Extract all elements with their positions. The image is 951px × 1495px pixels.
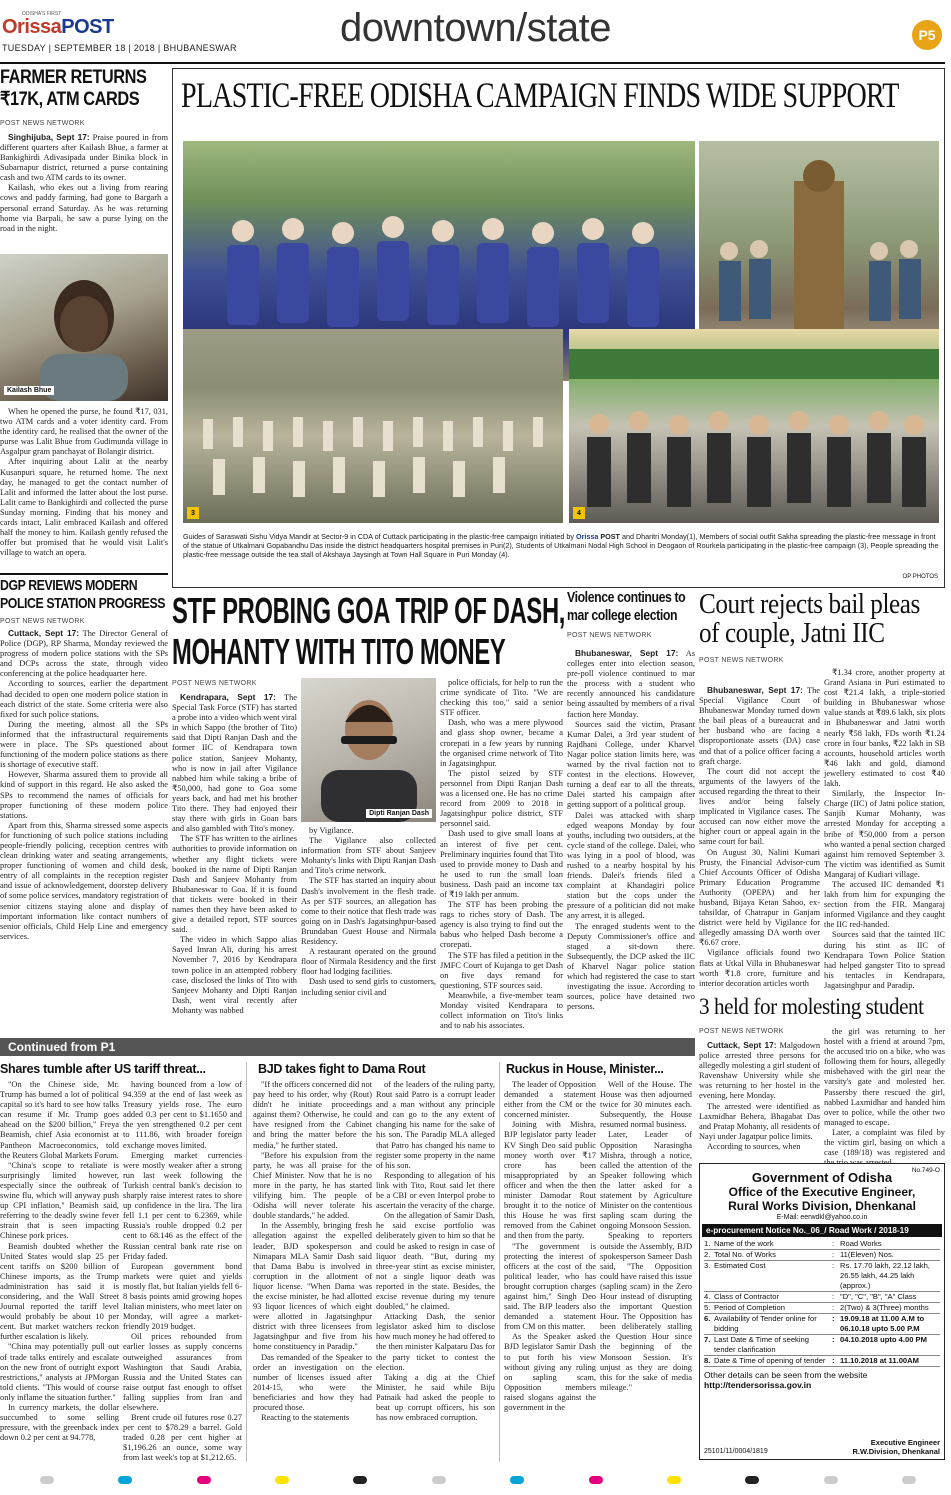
molest-col-2: [824, 1027, 945, 1159]
dgp-p4: However, Sharma assured them to provide all kind of support in this regard. He also asked the SPs to recommend the names of officials for proper functioning of these modern police stations.: [0, 770, 168, 820]
ad-row-value: Rs. 17.70 lakh, 22.12 lakh, 26.55 lakh, 44.25 lakh (approx.): [840, 1261, 930, 1290]
ad-row-key: Estimated Cost: [714, 1261, 766, 1270]
ad-row: 2. Total No. of Works : 11(Eleven) Nos.: [704, 1250, 940, 1261]
plastic-caption: [183, 532, 939, 568]
ad-row-num: 2.: [704, 1250, 711, 1259]
ruckus-c1b: Joining with Mishra, BJP legislator party leader KV Singh Deo said public money worth over ₹17 crore has been misappropriated by an officer and when the then minister Damodar Rout brought it to the notice of this House he was first removed from the Cabinet and then from the party.: [504, 1120, 596, 1241]
dateline: TUESDAY | SEPTEMBER 18 | 2018 | BHUBANESWAR: [2, 43, 237, 53]
molest-headline: 3 held for molesting student: [699, 994, 924, 1019]
molest-p5: Later, a complaint was filed by the victim girl, basing on which a case (189/18) was registered and: [824, 1127, 945, 1158]
farmer-headline-1: FARMER RETURNS: [0, 67, 147, 88]
stf-col2: by Vigilance.: [309, 826, 354, 835]
stf-col3b: Dash, who was a mere plywood and glass shop owner, became a crorepati in a few years by running the organised crime network of Tito in Jagatsinghpur.: [440, 718, 563, 768]
farmer-p2: Kailash, who ekes out a living from rearing cows and paddy farming, had gone to Bargarh a personal errand Saturday. As he was returning home via Barpali, he saw a purse lying on the road in the night.: [0, 183, 168, 233]
bjd-c1c: In the Assembly, bringing fresh allegation against the expelled leader, BJD spokesperson and Nimapara MLA Samir Dash said that Dama Babu is involved in corruption in the allotment of liquor license. "When Dama was the excise minister, he had allotted 93 liquor licences of which eight were allotted in Jagatsinghpur district with three licensees from Jagatsinghpur and five from his home constituency in Paradip.": [253, 1221, 372, 1352]
dgp-byline: POST NEWS NETWORK: [0, 617, 85, 625]
ruckus-col-1: [504, 1080, 596, 1460]
stf-col3c: The pistol seized by STF personnel from Dipti Ranjan Dash was a licensed one. He has no crime record from 2009 to 2018 in Jagatsinghpur police district, STF personnel said.: [440, 768, 563, 829]
stf-col1b: The STF has written to the airlines authorities to provide information on whether any flight tickets were booked in the name of Dipti Ranjan Dash and Sanjeev Mohanty from Bhubaneswar to Goa. If it is found that tickets were booked in their names then they have been asked to give a detailed report, STF sources said.: [172, 834, 297, 935]
ad-row-key: Total No. of Works: [714, 1250, 776, 1259]
page-number-badge: P5: [912, 20, 942, 50]
violence-p1: As colleges enter into election season, pre-poll violence continued to mar the process with a student who recently announced his candidature being assaulted by members of a rival faction here Monday.: [567, 649, 695, 719]
ad-title-3: Rural Works Division, Dhenkanal: [728, 1199, 916, 1213]
ad-signatory-division: R.W.Division, Dhenkanal: [852, 1447, 940, 1456]
shares-c2d: Oil prices rebounded from earlier losses as supply concerns outweighed assurances from Washington that Saudi Arabia, Russia and the United States can raise output fast enough to offset falling supplies from Iran and elsewhere.: [123, 1332, 242, 1412]
ruckus-col-2: [600, 1080, 692, 1460]
ad-row-value: 11(Eleven) Nos.: [840, 1250, 894, 1259]
stf-lead: Kendrapara, Sept 17:: [180, 692, 276, 702]
court-p2: The court did not accept the arguments of the lawyers of the accused regarding the threat to their lives and/or being falsely implicated in Vigilance cases. The accused can now either move the higher court or appeal again in the same court for bail.: [699, 766, 820, 847]
divider-shares-bjd: [246, 1062, 247, 1462]
stf-col2b: The Vigilance also collected information from STF about Sanjeev Mohanty's links with Dipti Ranjan Dash and Tito's crime network.: [301, 836, 436, 876]
molest-p4: the girl was returning to her hostel with a friend at around 7pm, the accused trio on a bike, who was following them for hours, allegedly misbehaved with the girl near the varsity's gate and molested her. Passersby there rescued the girl, nabbed Laxmidhar and handed him over to police, while the other two managed to escape.: [824, 1027, 945, 1127]
shares-c2c: European government bond markets were quiet and yields mostly flat, but Italian yields fell 6-8 basis points amid growing hopes Italian ministers, who meet later on Monday, will agree a market-friendly 2019 budget.: [123, 1261, 242, 1332]
ad-row-value: Road Works: [840, 1239, 882, 1248]
ad-reference: No.749-O: [911, 1167, 940, 1174]
stf-col-1: [172, 692, 297, 1032]
violence-story: [567, 590, 695, 639]
ad-row: 6. Availability of Tender online for bidding : 19.09.18 at 11.00 A.M to 06.10.18 upto 5.00 P.M: [704, 1314, 940, 1335]
molest-p1: Malgodown police arrested three persons for allegedly molesting a girl student of Ravenshaw University while she was returning to her hostel in the evening, here Monday.: [699, 1041, 821, 1101]
bjd-col-2: [376, 1080, 495, 1460]
bjd-col-1: [253, 1080, 372, 1460]
farmer-headline-2: ₹17K, ATM CARDS: [0, 88, 140, 110]
molest-col-1: [699, 1040, 820, 1158]
ruckus-c2b: Later, Leader of Opposition Narasingha Mishra, through a notice, called the attention of the Speaker following which the latter asked for a statement by Agriculture Minister on the contentious sapling scam during the ongoing Monsoon Session.: [600, 1130, 692, 1231]
ruckus-headline: Ruckus in House, Minister...: [506, 1062, 664, 1076]
dgp-headline-1: DGP REVIEWS MODERN: [0, 577, 138, 594]
masthead: [0, 0, 945, 62]
ad-website: http://tendersorissa.gov.in: [704, 1380, 812, 1390]
stf-byline: POST NEWS NETWORK: [172, 680, 257, 687]
ad-row-value: 11.10.2018 at 11.00AM: [840, 1356, 919, 1365]
print-registration-marks: [40, 1476, 920, 1488]
court-p7: The accused IIC demanded ₹1 lakh from him for expunging the section from the FIR. Mangaraj informed Vigilance and they caught the IIC red-handed.: [824, 879, 945, 930]
bjd-c2c: On the allegation of Samir Dash, he said excise portfolio was deliberately given to him so that he could be asked to resign in case of liquor death. "But, during my three-year stint as excise minister, not a single liquor death was reported in the state. Besides, the excise revenue during my tenure doubled," he claimed.: [376, 1211, 495, 1312]
ad-row-num: 5.: [704, 1303, 711, 1312]
ad-row-key: Date & Time of opening of tender: [714, 1356, 826, 1365]
dgp-p3: During the meeting, almost all the SPs informed that the infrastructural requirements were in place. The SPs questioned about functioning of the modern police stations as there is shortage of executive staff.: [0, 719, 168, 770]
ad-row-num: 3.: [704, 1261, 711, 1270]
stf-col1-text: The Special Task Force (STF) has started a probe into a video which went viral in which Sappo (the brother of Tito) said that Dipti Ranjan Dash and the former IIC of Kendrapara town police station, Sanjeev Mohanty, who is now in jail after Vigilance nabbed him while taking a bribe of ₹50,000, had gone to Goa some years back, and had met his brother Tito there. They had enjoyed their stay there with girls in Goan bars and also gambled with Tito's money.: [172, 693, 297, 834]
molest-p3: According to sources, when: [707, 1141, 801, 1151]
court-headline-1: Court rejects bail pleas: [699, 589, 920, 620]
shares-c1b: "China's scope to retaliate is surprisingly limited however, especially since the outbreak of swine flu, which will anyway push up CPI inflation," Beamish said, referring to the deadly swine fever strain that is seen impacting Chinese pork prices.: [0, 1160, 119, 1241]
caption-brand-post: POST: [600, 532, 620, 541]
ad-footer-left: 25101/11/0004/1819: [704, 1448, 768, 1455]
tender-advertisement: [699, 1163, 945, 1460]
molest-byline: POST NEWS NETWORK: [699, 1028, 784, 1035]
stf-story: [172, 590, 566, 672]
assembly-illustration: [183, 329, 563, 523]
dgp-headline-2: POLICE STATION PROGRESS: [0, 594, 166, 612]
stf-photo: [301, 678, 436, 822]
plastic-package: [172, 68, 945, 588]
ad-row: 8. Date & Time of opening of tender : 11.10.2018 at 11.00AM: [704, 1356, 940, 1367]
farmer-photo-caption: Kailash Bhue: [4, 386, 54, 395]
ad-row-key: Availability of Tender online for bidding: [714, 1314, 817, 1333]
stf-photo-caption: Dipti Ranjan Dash: [366, 809, 432, 818]
stf-col2d: A restaurant operated on the ground floor of Nirmala Residency and the first floor had lodging facilities.: [301, 947, 436, 977]
ruckus-c1: The leader of Opposition demanded a statement either from the CM or the concerned minister.: [504, 1080, 596, 1120]
violence-headline-2: mar college election: [567, 606, 678, 624]
plastic-caption-1: Guides of Saraswati Sishu Vidya Mandir at Sector-9 in CDA of Cuttack participating in the plastic-free campaign initiated by: [183, 532, 574, 541]
violence-headline-1: Violence continues to: [567, 589, 686, 606]
caption-brand: Orissa: [575, 532, 599, 541]
stf-col2e: Dash used to send girls to customers, including senior civil and: [301, 977, 436, 997]
continued-bar: Continued from P1: [0, 1038, 695, 1056]
ad-row-value: 2(Two) & 3(Three) months: [840, 1303, 929, 1312]
stf-col-3: [440, 678, 563, 1032]
farmer-p3: When he opened the purse, he found ₹17, 031, two ATM cards and a voter identity card. From the identity card, he realised that the owner of the purse was Lalit Bhue from Gudimunda village in Asgalpur gram panchayat of Bolangir district.: [0, 407, 168, 457]
ad-row: 7. Last Date & Time of seeking tender clarification : 04.10.2018 upto 4.00 PM: [704, 1335, 940, 1356]
ad-row-key: Class of Contractor: [714, 1292, 779, 1301]
ad-row-value: "D", "C", "B", "A" Class: [840, 1292, 917, 1301]
plastic-caption-2: and Dharitri Monday(1), Members of social outfit Sakha spreading the plastic-free message in front of the statue of Utkalmani Gopabandhu Das inside the district headquarters hospital premises in Puri(2), Students of Utkalmani Nodal High School in Deogaon of Rourkela participating in the plastic-free campaign (3), People spreading the plastic-free message outside the tea stall of Akshaya Jaysingh at Town Hall Square in Puri Monday (4).: [183, 532, 939, 559]
ad-row-value: 19.09.18 at 11.00 A.M to 06.10.18 upto 5.00 P.M: [840, 1314, 925, 1333]
bjd-c1: "If the officers concerned did not pay heed to his order, why (Rout) didn't he initiate proceedings against them? Otherwise, he could have resigned from the Cabinet and bring the matter before the media," he further stated.: [253, 1080, 372, 1150]
molest-lead: Cuttack, Sept 17:: [707, 1040, 777, 1050]
ad-row-num: 1.: [704, 1239, 711, 1248]
dgp-lead: Cuttack, Sept 17:: [8, 628, 80, 638]
bjd-c1b: "Before his expulsion from the party, he was all praise for the Chief Minister. Now that he is no more in the party, he has started vilifying him. The people of Odisha will never tolerate his double standards," he added.: [253, 1150, 372, 1221]
ad-row-num: 4.: [704, 1292, 711, 1301]
stf-col3g: Meanwhile, a five-member team Monday visited Kendrapara to collect information on Tito's links and to nab his associates.: [440, 990, 563, 1031]
farmer-p4: After inquiring about Lalit at the nearby Kusanpuri square, he returned home. The next day, he managed to get the contact number of Lalit and informed the latter about the lost purse. Lalit came to Bankighirdi and collected the purse Sunday morning. Finding that his money and cards intact, Lalit embraced Kailash and offered half the money to him. Kailash gently refused the offer but promised that he would visit Lalit's village to watch an opera.: [0, 457, 168, 558]
section-title: downtown/state: [340, 6, 611, 50]
bjd-headline: BJD takes fight to Dama Rout: [258, 1062, 426, 1076]
dgp-p2: According to sources, earlier the department had decided to open one modern police station in each district of the state. Some criteria were also fixed for such police stations.: [0, 679, 168, 719]
court-p4: Vigilance officials found two flats at Utkal Villa in Bhubaneswar worth ₹1.8 crore, furniture and interior decoration articles worth: [699, 948, 820, 988]
violence-p4: The enraged students went to the Deputy Commissioner's office and staged a sit-down there. Subsequently, the DCP asked the IIC of Kharvel Nagar police station which had registered the case to start investigating the issue. According to sources, police have detained two persons.: [567, 921, 695, 1012]
shares-col-1: [0, 1080, 119, 1460]
plastic-headline: PLASTIC-FREE ODISHA CAMPAIGN FINDS WIDE SUPPORT: [181, 75, 899, 115]
dgp-p5: Apart from this, Sharma stressed some aspects for functioning of such police stations including people-friendly policing, reception centres with clean drinking water and seating arrangements, proper functioning of women and child desk, entry of all complaints in the reception register and issue of acknowledgement, doorstep delivery of some police services, mandatory registration of senior citizens staying alone and display of important information like contact numbers of senior officials, Child Help Line and emergency services.: [0, 820, 168, 941]
court-byline: POST NEWS NETWORK: [699, 656, 784, 664]
ad-title-2: Office of the Executive Engineer,: [728, 1185, 916, 1199]
court-p1: The Special Vigilance Court of Bhubaneswar Monday turned down the bail pleas of a bureaucrat and her husband who are facing a disproportionate assets (DA) case and that of a police officer facing a graft charge.: [699, 686, 820, 766]
plastic-photo-4: [569, 329, 939, 523]
dash-portrait-illustration: [301, 678, 436, 822]
dgp-p1: The Director General of Police (DGP), RP Sharma, Monday reviewed the progress of modern police stations with the SPs and DCPs across the state, through video conferencing at the police headquarter here.: [0, 629, 168, 679]
ad-table: [704, 1239, 940, 1367]
ad-row-key: Last Date & Time of seeking tender clarification: [714, 1335, 809, 1354]
bjd-c2: of the leaders of the ruling party, Rout said Patro is a corrupt leader and a man without any principle and can go to the any extent of changing his name for the sake of his son. The Paradip MLA alleged that Patro has changed his name to register some property in the name of his son.: [376, 1080, 495, 1170]
shares-c1d: "China may potentially pull out of trade talks entirely and escalate on the new front of outright export restrictions," analysts at JPMorgan told clients. "This would of course only inflame the situation further.": [0, 1342, 119, 1402]
bjd-c1e: Reacting to the statements: [261, 1413, 350, 1423]
shares-c1e: In currency markets, the dollar succumbed to some selling pressure, with the greenback index down 0.2 per cent at 94.778,: [0, 1403, 119, 1443]
ad-row: 5. Period of Completion : 2(Two) & 3(Three) months: [704, 1303, 940, 1314]
ruckus-c2c: Speaking to reporters outside the Assembly, BJD spokesperson Sameer Dash said, "The Opposition could have raised this issue (sapling scam) in the Zero Hour instead of disrupting the important Question Hour. The Opposition has been deliberately stalling the Question Hour since the beginning of the Monsoon Session. It's unjust as they are doing this for the sake of media mileage.": [600, 1231, 692, 1392]
shares-c1: "On the Chinese side, Mr. Trump has burned a lot of political capital so it's hard to see how talks can resume if Mr. Trump goes ahead on the $200 billion," Freya Beamish, chief Asia economist at Pantheon Macroeconomics, told the Reuters Global Markets Forum.: [0, 1080, 119, 1160]
shares-c1c: Beamish doubted whether the United States would slap 25 per cent tariffs on $200 billion of Chinese imports, as the Trump administration has said it is considering, and the Wall Street Journal reported the tariff level would probably be about 10 per cent. But market watchers reckon further escalation is likely.: [0, 1241, 119, 1342]
logo-top-line: ODISHA'S FIRST: [22, 11, 62, 17]
newspaper-logo: [2, 16, 114, 39]
stf-col2c: The STF has started an inquiry about Dash's involvement in the flesh trade. As per STF sources, an allegation has come to their notice that flesh trade was going on in Dash's Jagatsinghpur-based Brundaban Guest House and Nirmala Residency.: [301, 876, 436, 947]
stf-col-2: [301, 826, 436, 1032]
violence-p3: Dalei was attacked with sharp edged weapons Monday by four youths, including two outsiders, at the cycle stand of the college. Dalei, who was lying in a pool of blood, was rushed to a nearby hospital by his friends. Dalei's friends filed a complaint at Khandagiri police station but the cops under the pressure of a politician did not make any arrest, it is alleged.: [567, 810, 695, 921]
ad-row-num: 7.: [704, 1335, 711, 1344]
court-p6: Similarly, the Inspector In-Charge (IIC) of Jatni police station, Sanjib Kumar Mohanty, was arrested Monday for accepting a bribe of ₹50,000 from a person who wanted a penal section charged against him removed September 3. The victim was identified as Sumit Mangaraj of Kudiari village.: [824, 789, 946, 879]
photo-credit: OP PHOTOS: [902, 574, 938, 580]
ruckus-c1d: As the Speaker asked BJD legislator Samir Dash to put forth his view without giving any ruling on sapling scam, Opposition members raised slogans against the government in the: [504, 1332, 596, 1412]
bjd-c2d: Attacking Dash, the senior legislator asked him to disclose how much money he had offered to the then minister Kalpataru Das for the party ticket to contest the election.: [376, 1312, 495, 1372]
ad-row: 4. Class of Contractor : "D", "C", "B", "A" Class: [704, 1292, 940, 1303]
farmer-body-bottom: [0, 407, 168, 569]
violence-p2: Sources said the victim, Prasant Kumar Dalei, a 3rd year student of Rajdhani College, under Kharvel Nagar police station limits here, was warned by the rival faction not to contest in the elections. However, turning a deaf ear to all the threats, Dalei started his campaign after getting support of a political group.: [567, 719, 695, 810]
ad-row-num: 8.: [704, 1356, 711, 1365]
violence-lead: Bhubaneswar, Sept 17:: [575, 648, 679, 658]
ad-footer-right: [852, 1438, 940, 1456]
photo-number-4: 4: [573, 507, 585, 519]
shares-headline: Shares tumble after US tariff threat...: [0, 1062, 206, 1076]
ad-email: E-Mail: eerwdkl@yahoo.co.in: [776, 1214, 868, 1221]
ad-row: 1. Name of the work : Road Works: [704, 1239, 940, 1250]
stf-col3f: The STF has filed a petition in the JMFC Court of Kujanga to get Dash on five days remand for questioning, STF sources said.: [440, 950, 563, 990]
stf-col3d: Dash used to give small loans at an interest of five per cent. Preliminary inquiries found that Tito used to provide money to Dash and he used to run the small loan business. Dash paid an income tax of ₹19 lakh per annum.: [440, 829, 563, 899]
logo-text: OrissaPOST: [2, 16, 114, 38]
portrait-illustration: [0, 254, 168, 401]
tea-stall-illustration: [569, 329, 939, 523]
ad-row-value: 04.10.2018 upto 4.00 PM: [840, 1335, 927, 1344]
stf-col3e: The STF has been probing the rags to riches story of Dash. The agency is also trying to find out the babus who helped Dash become a crorepati.: [440, 900, 563, 950]
violence-body: [567, 648, 695, 1032]
farmer-lead: Singhijuba, Sept 17:: [8, 131, 90, 142]
farmer-byline: POST NEWS NETWORK: [0, 119, 85, 127]
ad-notice: e-procurement Notice No._06_/ Road Work / 2018-19: [702, 1224, 942, 1237]
farmer-p1: Praise poured in from different quarters after Kailash Bhue, a farmer at Bankighirdi Adivasipada under Binika block in Subarnapur district, returned a purse containing cash and two ATM cards to its owner.: [0, 132, 168, 183]
court-lead: Bhubaneswar, Sept 17:: [707, 685, 803, 695]
court-p8: Sources said that the tainted IIC during his stint as IIC of Kendrapara Town Police Station had helped gangster Tito to spread his tentacles in Kendrapara, Jagatsinghpur and Paradip.: [824, 930, 945, 990]
shares-c2e: Brent crude oil futures rose 0.27 per cent to $78.29 a barrel. Gold traded 0.28 per cent higher at $1,196.26 an ounce, some way from last week's top at $1,212.65.: [123, 1413, 242, 1463]
ruckus-c1c: "The government is protecting the interest of officers at the cost of the political leader, who has brought corruption charges against him," Singh Deo said. The BJP leaders also demanded a statement from CM on this matter.: [504, 1241, 596, 1332]
divider-bjd-ruckus: [499, 1062, 500, 1462]
farmer-body-top: [0, 132, 168, 240]
violence-byline: POST NEWS NETWORK: [567, 631, 652, 639]
stf-headline-1: STF PROBING GOA TRIP OF DASH,: [172, 590, 566, 631]
shares-c2: having bounced from a low of 94.359 at the end of last week as Treasury yields rose. The euro added 0.3 per cent to $1.1650 and the yen strengthened 0.2 per cent to 111.86, with broader foreign exchange moves limited.: [123, 1080, 242, 1150]
ruckus-c2: Well of the House. The House was then adjourned twice for 30 minutes each. Subsequently, the House resumed normal business.: [600, 1080, 692, 1130]
stf-headline-2: MOHANTY WITH TITO MONEY: [172, 630, 506, 672]
plastic-photo-3: [183, 329, 563, 523]
ad-title-1: Government of Odisha: [751, 1170, 893, 1185]
ad-row-key: Period of Completion: [714, 1303, 785, 1312]
bjd-c2b: Responding to allegation of his link with Tito, Rout said let there be a CBI or even Interpol probe to ascertain the veracity of the charge.: [376, 1170, 495, 1211]
shares-col-2: [123, 1080, 242, 1463]
court-col-2: [824, 668, 946, 990]
shares-c2b: Emerging market currencies were mostly weaker after a strong run last week following the Turkish central bank's decision to sharply raise interest rates to shore up confidence in the lira. The lira fell 1.1 per cent to 6.2369, while Russia's rouble dropped 0.2 per cent to 68.146 as the effect of the Russian central bank rate rise on Friday faded.: [123, 1150, 242, 1261]
photo-number-3: 3: [187, 507, 199, 519]
court-p3: On August 30, Nalini Kumari Prusty, the Financial Advisor-cum Chief Accounts Officer of Odisha Primary Education Programme Authority (OPEPA) and her husband, Bijaya Ketan Sahoo, ex-tahsildar, of Chatrapur in Ganjam district were held by Vigilance for allegedly amassing DA worth over ₹6.67 crore.: [699, 847, 820, 948]
bjd-c2e: Taking a dig at the Chief Minister, he said while Biju Patnaik had asked the people to beat up corrupt officers, his son has now embraced corruption.: [376, 1372, 495, 1423]
masthead-rule: [0, 62, 945, 64]
molest-p2: The arrested were identified as Laxmidhar Behera, Bhagabat Das and Pratap Mohanty, all residents of Nayi under Jagatpur police limits.: [699, 1101, 820, 1141]
dgp-body: [0, 628, 168, 941]
court-story: [699, 590, 945, 664]
ad-other-details: Other details can be seen from the website: [704, 1370, 868, 1380]
ad-row-num: 6.: [704, 1314, 711, 1323]
left-divider: [0, 573, 168, 575]
court-headline-2: of couple, Jatni IIC: [699, 618, 885, 650]
court-p5: ₹1.34 crore, another property at Grand Asiana in Puri estimated to cost ₹21.4 lakh, a triple-storied building in Bhubaneswar whose value stands at ₹89.6 lakh, six plots in Bhubaneswar and Jatni worth nearly ₹58 lakh, FDs worth ₹1.24 crore in four banks, ₹22 lakh in SB accounts, household articles worth ₹46 lakh and gold, diamond jewellery estimated to cost ₹40 lakh.: [824, 668, 945, 789]
bjd-c1d: Das remanded of the Speaker to order an investigation on the number of licenses issued after 2014-15, who were the beneficiaries and how they had procured those.: [253, 1352, 372, 1412]
ad-signatory-title: Executive Engineer: [870, 1438, 940, 1447]
ad-row-key: Name of the work: [714, 1239, 774, 1248]
stf-col1c: The video in which Sappo alias Sayed Imran Ali, during his arrest November 7, 2016 by Kendrapara town police in an attempted robbery case, disclosed the links of Tito with Sanjeev Mohanty and Dipti Ranjan Dash, went viral recently after Mohanty was nabbed: [172, 935, 297, 1015]
stf-col3: police officials, for help to run the crime syndicate of Tito. "We are checking this too," said a senior STF officer.: [440, 678, 563, 718]
court-col-1: [699, 685, 820, 988]
farmer-photo: [0, 254, 168, 401]
ad-row: 3. Estimated Cost : Rs. 17.70 lakh, 22.12 lakh, 26.55 lakh, 44.25 lakh (approx.): [704, 1261, 940, 1292]
